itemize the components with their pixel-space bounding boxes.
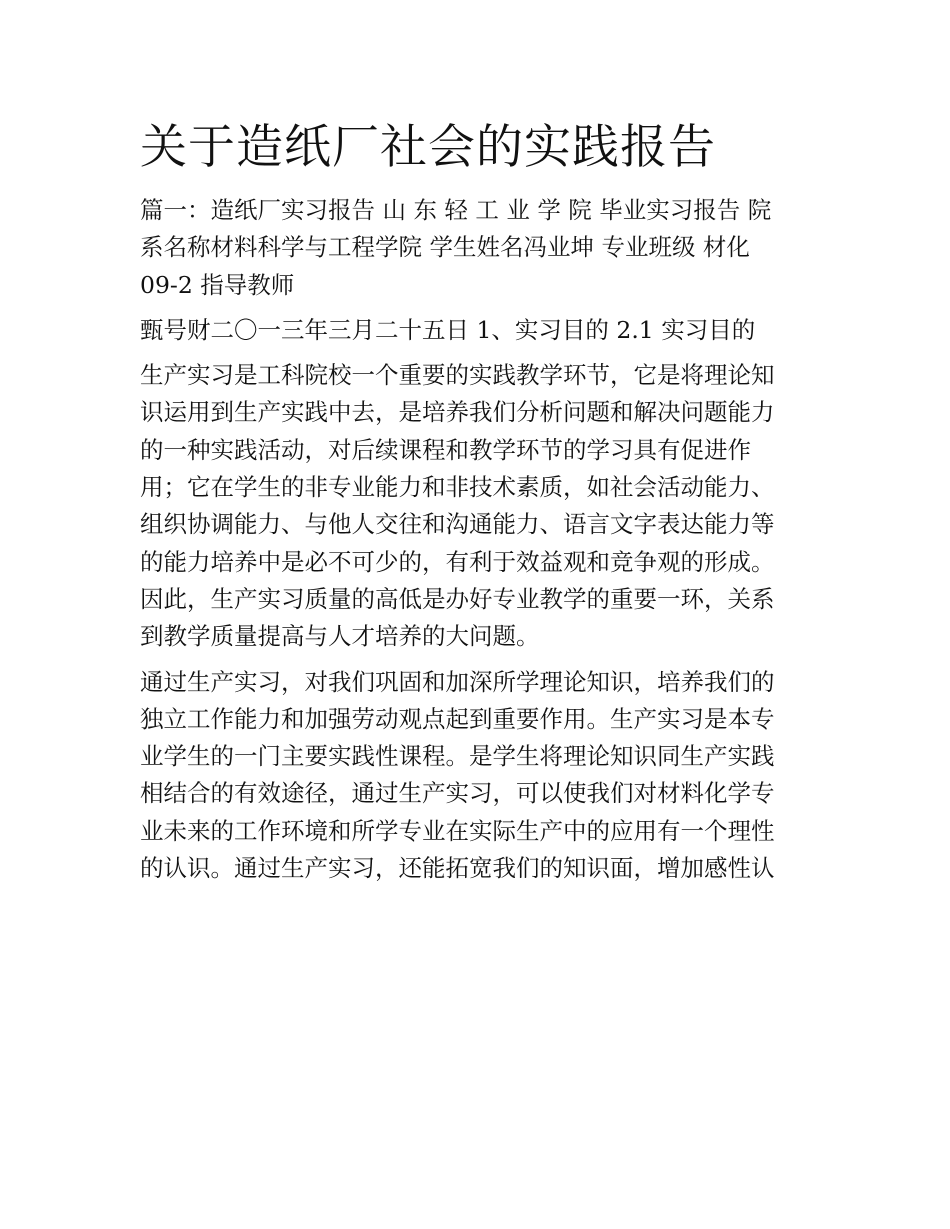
text-line: 业未来的工作环境和所学专业在实际生产中的应用有一个理性 (140, 816, 775, 845)
text-line: 因此，生产实习质量的高低是办好专业教学的重要一环，关系 (140, 584, 775, 613)
text-line: 09-2 指导教师 (140, 270, 295, 299)
text-line: 到教学质量提高与人才培养的大问题。 (140, 622, 540, 651)
text-line: 的能力培养中是必不可少的，有利于效益观和竞争观的形成。 (140, 547, 775, 576)
text-line: 相结合的有效途径，通过生产实习，可以使我们对材料化学专 (140, 779, 775, 808)
document-body (140, 116, 812, 887)
text-line: 的认识。通过生产实习，还能拓宽我们的知识面，增加感性认 (140, 854, 775, 883)
intro-paragraph (140, 192, 812, 304)
text-line: 业学生的一门主要实践性课程。是学生将理论知识同生产实践 (140, 742, 775, 771)
text-line: 甄号财二〇一三年三月二十五日 1、实习目的 2.1 实习目的 (140, 315, 756, 344)
date-paragraph (140, 312, 812, 349)
text-line: 的一种实践活动，对后续课程和教学环节的学习具有促进作 (140, 435, 751, 464)
text-line: 识运用到生产实践中去，是培养我们分析问题和解决问题能力 (140, 398, 775, 427)
text-line: 通过生产实习，对我们巩固和加深所学理论知识，培养我们的 (140, 667, 775, 696)
text-line: 生产实习是工科院校一个重要的实践教学环节，它是将理论知 (140, 361, 775, 390)
text-line: 系名称材料科学与工程学院 学生姓名冯业坤 专业班级 材化 (140, 233, 750, 262)
text-line: 篇一：造纸厂实习报告 山 东 轻 工 业 学 院 毕业实习报告 院 (140, 196, 772, 224)
purpose-paragraph (140, 357, 812, 655)
text-line: 独立工作能力和加强劳动观点起到重要作用。生产实习是本专 (140, 704, 775, 733)
text-line: 用；它在学生的非专业能力和非技术素质，如社会活动能力、 (140, 473, 775, 502)
document-title: 关于造纸厂社会的实践报告 (140, 120, 716, 175)
text-line: 组织协调能力、与他人交往和沟通能力、语言文字表达能力等 (140, 510, 775, 539)
benefits-paragraph (140, 664, 812, 888)
